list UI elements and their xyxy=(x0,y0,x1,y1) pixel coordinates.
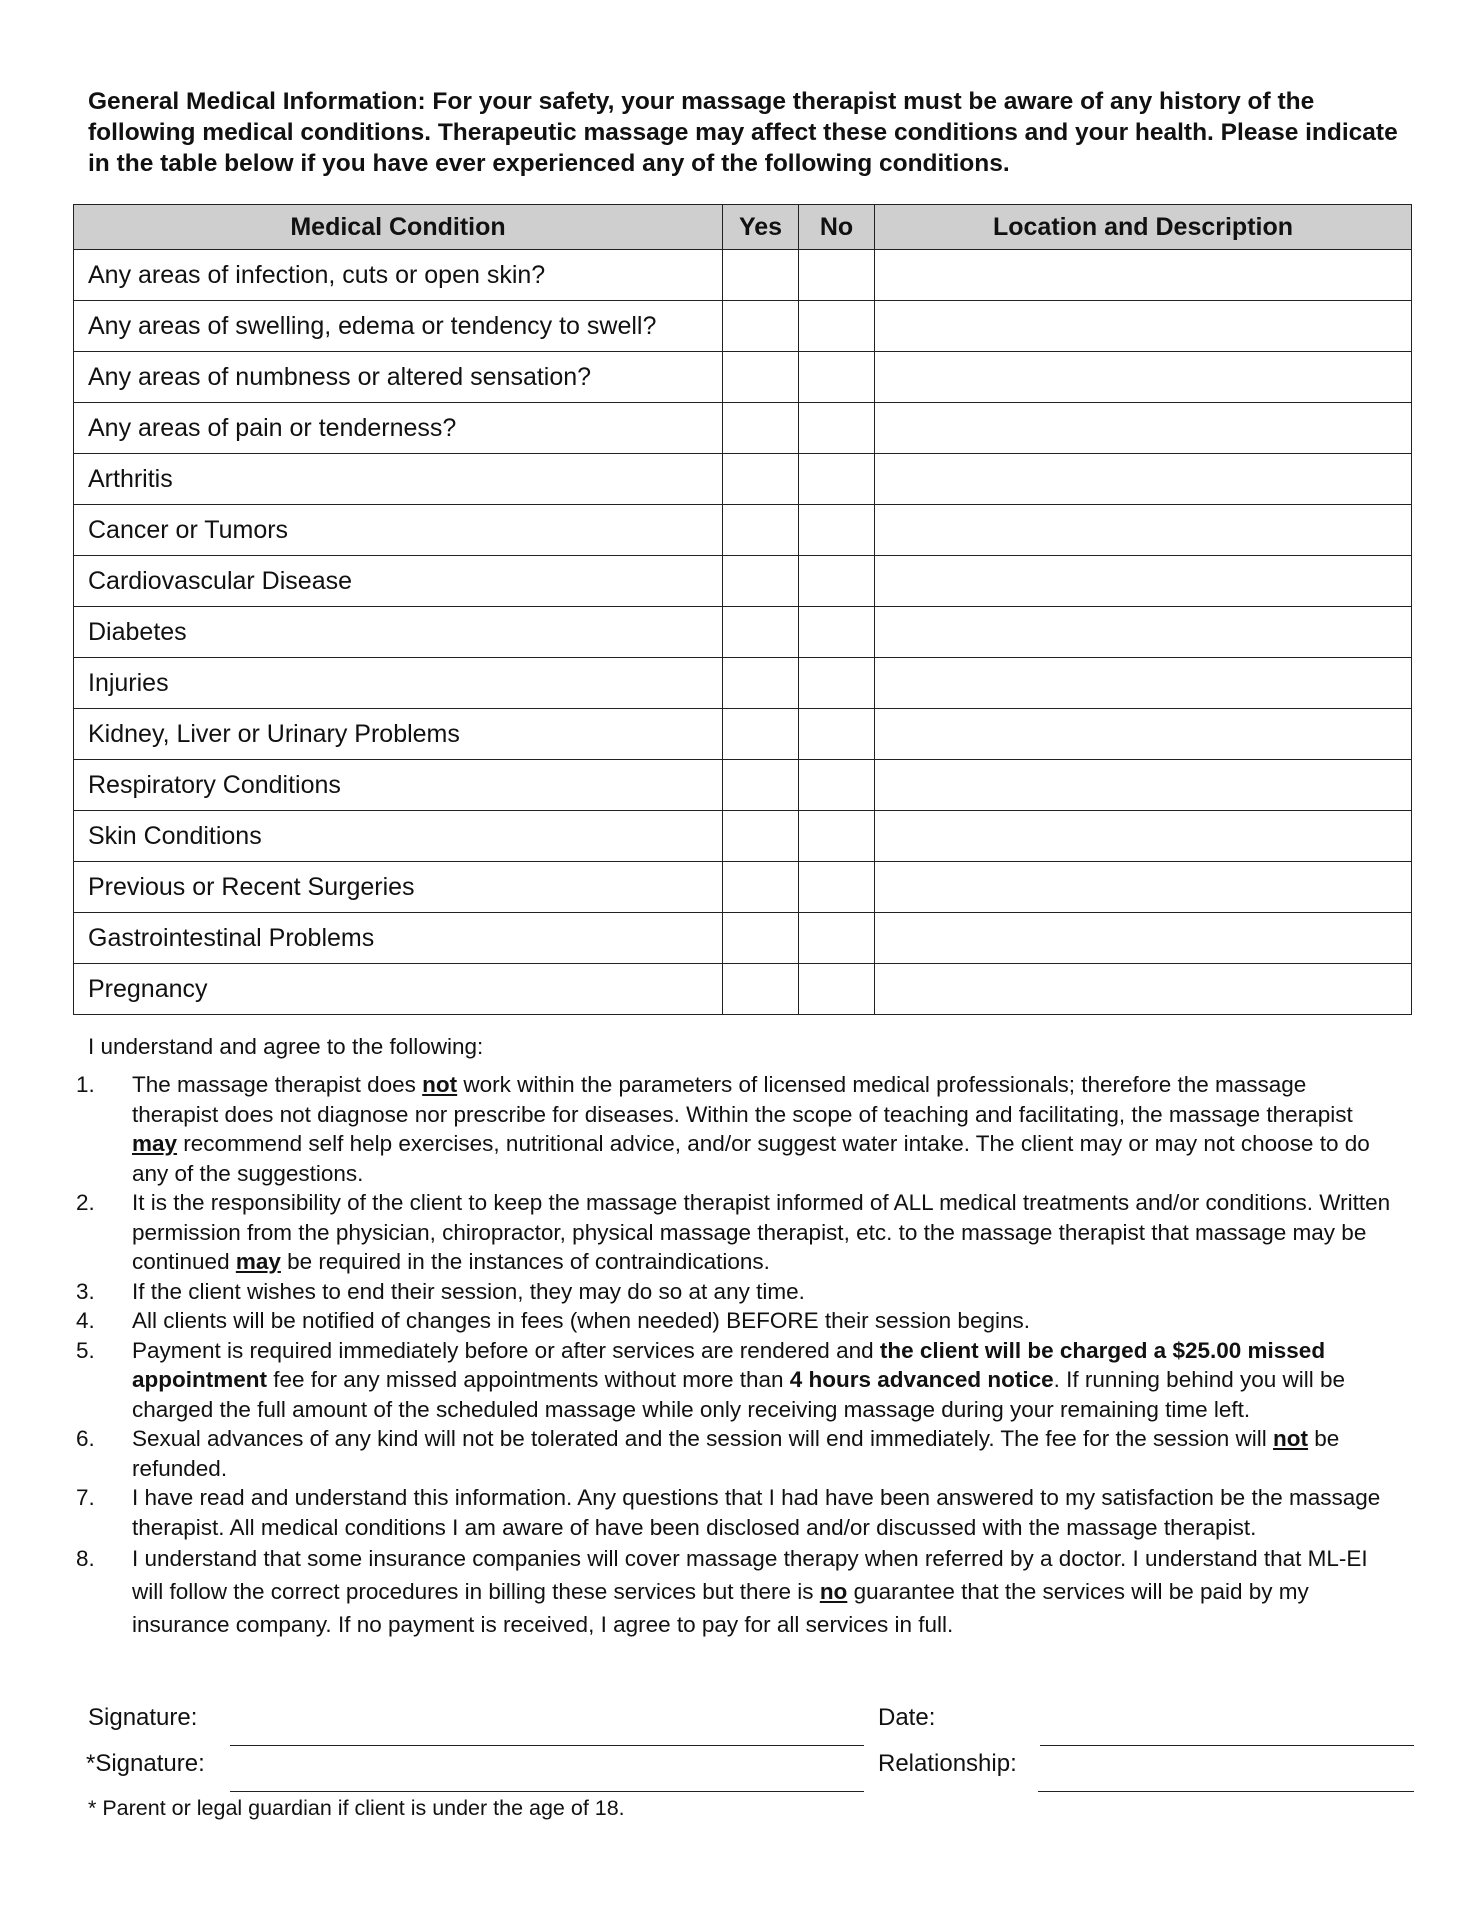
agreement-item-number: 8. xyxy=(76,1546,95,1571)
agreement-text: be refunded. xyxy=(132,1426,1340,1481)
table-row xyxy=(74,301,1412,352)
agreement-item-number: 5. xyxy=(76,1337,95,1363)
emphasis-underlined: may xyxy=(235,1249,281,1274)
date-line[interactable] xyxy=(1040,1745,1414,1746)
yes-cell[interactable] xyxy=(723,862,799,913)
table-row xyxy=(74,658,1412,709)
location-description-cell[interactable] xyxy=(875,505,1412,556)
header-medical-condition: Medical Condition xyxy=(74,205,723,250)
condition-label: Injuries xyxy=(74,658,723,709)
header-location-description: Location and Description xyxy=(875,205,1412,250)
yes-cell[interactable] xyxy=(723,913,799,964)
table-row xyxy=(74,709,1412,760)
yes-cell[interactable] xyxy=(723,454,799,505)
no-cell[interactable] xyxy=(799,811,875,862)
location-description-cell[interactable] xyxy=(875,913,1412,964)
yes-cell[interactable] xyxy=(723,760,799,811)
condition-label: Any areas of swelling, edema or tendency to swell? xyxy=(74,301,723,352)
agreement-text: If the client wishes to end their session, they may do so at any time. xyxy=(132,1278,805,1304)
yes-cell[interactable] xyxy=(723,658,799,709)
signature-line[interactable] xyxy=(230,1745,864,1746)
no-cell[interactable] xyxy=(799,454,875,505)
no-cell[interactable] xyxy=(799,403,875,454)
yes-cell[interactable] xyxy=(723,301,799,352)
condition-label: Skin Conditions xyxy=(74,811,723,862)
agreement-item xyxy=(56,1424,1396,1483)
location-description-cell[interactable] xyxy=(875,709,1412,760)
agreement-text: It is the responsibility of the client to keep the massage therapist informed of ALL medical treatments and/or conditions. Written permission from the physician, chiropractor, physical massage therapist, etc. to the massage therapist that massage may be continued xyxy=(132,1190,1391,1274)
condition-label: Any areas of pain or tenderness? xyxy=(74,403,723,454)
location-description-cell[interactable] xyxy=(875,862,1412,913)
agreement-text: Payment is required immediately before or after services are rendered and xyxy=(132,1337,880,1363)
agreement-item xyxy=(56,1070,1396,1188)
yes-cell[interactable] xyxy=(723,811,799,862)
table-row xyxy=(74,607,1412,658)
yes-cell[interactable] xyxy=(723,556,799,607)
header-no: No xyxy=(799,205,875,250)
yes-cell[interactable] xyxy=(723,403,799,454)
yes-cell[interactable] xyxy=(723,709,799,760)
relationship-line[interactable] xyxy=(1038,1791,1414,1792)
location-description-cell[interactable] xyxy=(875,964,1412,1015)
agreement-item-number: 7. xyxy=(76,1485,95,1510)
location-description-cell[interactable] xyxy=(875,607,1412,658)
table-row xyxy=(74,913,1412,964)
footnote: * Parent or legal guardian if client is under the age of 18. xyxy=(88,1796,625,1820)
agreement-text: Sexual advances of any kind will not be tolerated and the session will end immediately. The fee for the session will xyxy=(132,1426,1274,1451)
agreement-item-number: 2. xyxy=(76,1190,95,1215)
agreement-text: The massage therapist does xyxy=(132,1072,423,1097)
agreement-item xyxy=(56,1483,1396,1542)
emphasis-underlined: not xyxy=(1273,1426,1309,1451)
condition-label: Any areas of infection, cuts or open skin? xyxy=(74,250,723,301)
location-description-cell[interactable] xyxy=(875,658,1412,709)
agreement-item-number: 6. xyxy=(76,1426,95,1451)
date-label: Date: xyxy=(878,1704,936,1731)
medical-conditions-table xyxy=(73,204,1412,1015)
location-description-cell[interactable] xyxy=(875,301,1412,352)
agreement-item xyxy=(56,1188,1396,1277)
agreement-text: All clients will be notified of changes in fees (when needed) BEFORE their session begins. xyxy=(132,1308,1030,1333)
table-header-row xyxy=(74,205,1412,250)
agreement-item xyxy=(56,1542,1396,1641)
table-row xyxy=(74,760,1412,811)
emphasis-bold: 4 hours advanced notice xyxy=(789,1367,1054,1392)
condition-label: Gastrointestinal Problems xyxy=(74,913,723,964)
condition-label: Cardiovascular Disease xyxy=(74,556,723,607)
yes-cell[interactable] xyxy=(723,505,799,556)
no-cell[interactable] xyxy=(799,913,875,964)
header-yes: Yes xyxy=(723,205,799,250)
no-cell[interactable] xyxy=(799,964,875,1015)
agreement-text: be required in the instances of contraindications. xyxy=(280,1249,770,1274)
table-row xyxy=(74,964,1412,1015)
table-row xyxy=(74,505,1412,556)
no-cell[interactable] xyxy=(799,607,875,658)
agreement-text: fee for any missed appointments without more than xyxy=(267,1367,790,1392)
location-description-cell[interactable] xyxy=(875,403,1412,454)
yes-cell[interactable] xyxy=(723,352,799,403)
condition-label: Kidney, Liver or Urinary Problems xyxy=(74,709,723,760)
signature-label: Signature: xyxy=(88,1704,198,1731)
location-description-cell[interactable] xyxy=(875,454,1412,505)
emphasis-underlined: no xyxy=(819,1579,848,1604)
emphasis-bold: the client will be charged a $25.00 missed appointment xyxy=(132,1337,1326,1392)
relationship-label: Relationship: xyxy=(878,1750,1017,1777)
agreement-heading: I understand and agree to the following: xyxy=(88,1034,484,1059)
agreement-text: I understand that some insurance companies will cover massage therapy when referred by a doctor. I understand that ML-EI will follow the correct procedures in billing these services but there is xyxy=(132,1546,1368,1604)
no-cell[interactable] xyxy=(799,658,875,709)
agreement-item-number: 1. xyxy=(76,1072,95,1097)
table-row xyxy=(74,454,1412,505)
no-cell[interactable] xyxy=(799,862,875,913)
agreement-item xyxy=(56,1277,1396,1307)
location-description-cell[interactable] xyxy=(875,250,1412,301)
agreement-item xyxy=(56,1336,1396,1425)
agreement-text: guarantee that the services will be paid by my insurance company. If no payment is received, I agree to pay for all services in full. xyxy=(132,1579,1309,1637)
location-description-cell[interactable] xyxy=(875,352,1412,403)
table-row xyxy=(74,811,1412,862)
location-description-cell[interactable] xyxy=(875,556,1412,607)
agreement-item-number: 3. xyxy=(76,1278,95,1304)
condition-label: Respiratory Conditions xyxy=(74,760,723,811)
location-description-cell[interactable] xyxy=(875,811,1412,862)
emphasis-underlined: not xyxy=(422,1072,458,1097)
agreement-item xyxy=(56,1306,1396,1336)
condition-label: Diabetes xyxy=(74,607,723,658)
table-row xyxy=(74,352,1412,403)
yes-cell[interactable] xyxy=(723,250,799,301)
agreement-text: work within the parameters of licensed medical professionals; therefore the massage therapist does not diagnose nor prescribe for diseases. Within the scope of teaching and facilitating, the massage therapist xyxy=(132,1072,1353,1127)
agreement-text: recommend self help exercises, nutritional advice, and/or suggest water intake. The client may or may not choose to do any of the suggestions. xyxy=(132,1131,1370,1186)
guardian-signature-label: *Signature: xyxy=(86,1750,205,1777)
yes-cell[interactable] xyxy=(723,607,799,658)
condition-label: Arthritis xyxy=(74,454,723,505)
condition-label: Any areas of numbness or altered sensation? xyxy=(74,352,723,403)
agreement-text: . If running behind you will be charged the full amount of the scheduled massage while only receiving massage during your remaining time left. xyxy=(132,1367,1346,1422)
no-cell[interactable] xyxy=(799,505,875,556)
agreement-item-number: 4. xyxy=(76,1308,95,1333)
table-row xyxy=(74,250,1412,301)
table-row xyxy=(74,403,1412,454)
yes-cell[interactable] xyxy=(723,964,799,1015)
intro-text: General Medical Information: For your safety, your massage therapist must be aware of any history of the following medical conditions. Therapeutic massage may affect these conditions and your health. Please indicate in the table below if you have ever experienced any of the following conditions. xyxy=(88,88,1398,177)
condition-label: Previous or Recent Surgeries xyxy=(74,862,723,913)
condition-label: Cancer or Tumors xyxy=(74,505,723,556)
condition-label: Pregnancy xyxy=(74,964,723,1015)
guardian-signature-line[interactable] xyxy=(230,1791,864,1792)
agreement-list xyxy=(56,1070,1396,1641)
no-cell[interactable] xyxy=(799,709,875,760)
no-cell[interactable] xyxy=(799,301,875,352)
no-cell[interactable] xyxy=(799,556,875,607)
no-cell[interactable] xyxy=(799,352,875,403)
agreement-text: I have read and understand this information. Any questions that I had have been answered to my satisfaction be the massage therapist. All medical conditions I am aware of have been disclosed and/or discussed with the massage therapist. xyxy=(132,1485,1381,1540)
no-cell[interactable] xyxy=(799,760,875,811)
emphasis-underlined: may xyxy=(132,1131,178,1156)
no-cell[interactable] xyxy=(799,250,875,301)
location-description-cell[interactable] xyxy=(875,760,1412,811)
table-row xyxy=(74,556,1412,607)
table-row xyxy=(74,862,1412,913)
